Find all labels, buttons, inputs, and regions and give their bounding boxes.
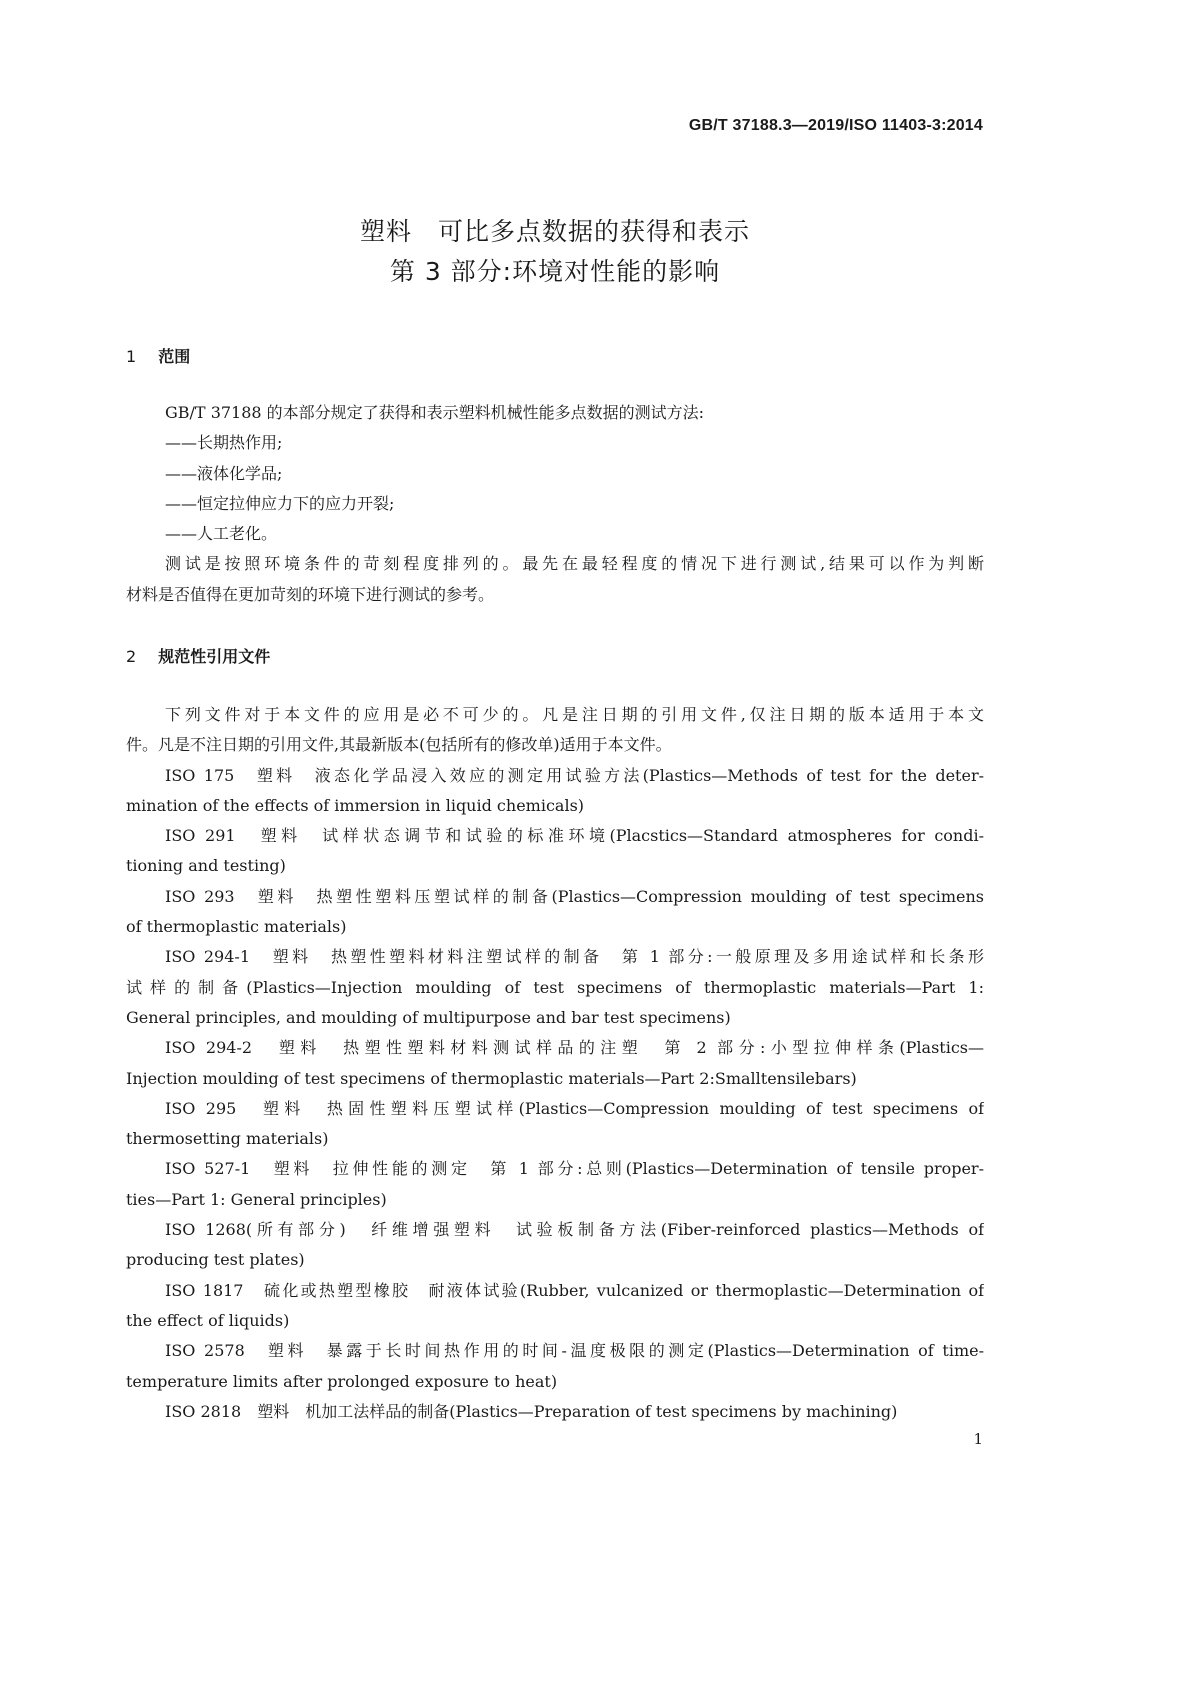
text-line: 件。凡是不注日期的引用文件,其最新版本(包括所有的修改单)适用于本文件。 xyxy=(126,735,672,755)
section-2-heading xyxy=(126,644,270,667)
text-line: 材料是否值得在更加苛刻的环境下进行测试的参考。 xyxy=(126,584,495,604)
text-line: ISO 294-2 塑料 热塑性塑料材料测试样品的注塑 第 2 部分:小型拉伸样条(Plastics— xyxy=(165,1038,984,1058)
text-line: GB/T 37188 的本部分规定了获得和表示塑料机械性能多点数据的测试方法: xyxy=(165,403,705,422)
text-line: ——人工老化。 xyxy=(165,524,278,544)
section-1-heading xyxy=(126,344,190,367)
text-line: producing test plates) xyxy=(126,1250,305,1270)
text-line: mination of the effects of immersion in liquid chemicals) xyxy=(126,795,585,815)
section-2-body xyxy=(126,700,984,1427)
text-line: temperature limits after prolonged exposure to heat) xyxy=(126,1371,558,1391)
text-line: ISO 293 塑料 热塑性塑料压塑试样的制备(Plastics—Compression moulding of test specimens xyxy=(165,886,984,906)
text-line: General principles, and moulding of multipurpose and bar test specimens) xyxy=(126,1007,731,1027)
title-line-2: 第 3 部分:环境对性能的影响 xyxy=(389,257,721,286)
text-line: Injection moulding of test specimens of thermoplastic materials—Part 2:Smalltensilebars) xyxy=(126,1068,857,1088)
text-line: ISO 2818 塑料 机加工法样品的制备(Plastics—Preparation of test specimens by machining) xyxy=(165,1401,898,1421)
text-line: 下列文件对于本文件的应用是必不可少的。凡是注日期的引用文件,仅注日期的版本适用于本文 xyxy=(165,705,984,724)
standard-number-header: GB/T 37188.3—2019/ISO 11403-3:2014 xyxy=(688,117,983,134)
text-line: ties—Part 1: General principles) xyxy=(126,1189,387,1209)
text-line: of thermoplastic materials) xyxy=(126,917,347,937)
text-line: thermosetting materials) xyxy=(126,1129,329,1149)
text-line: ISO 294-1 塑料 热塑性塑料材料注塑试样的制备 第 1 部分:一般原理及多用途试样和长条形 xyxy=(165,947,984,967)
page-number: 1 xyxy=(973,1430,983,1448)
text-line: 试样的制备(Plastics—Injection moulding of test specimens of thermoplastic materials—Part 1: xyxy=(126,977,984,997)
text-line: ISO 295 塑料 热固性塑料压塑试样(Plastics—Compression moulding of test specimens of xyxy=(165,1098,984,1118)
title-line-1: 塑料 可比多点数据的获得和表示 xyxy=(359,217,750,246)
text-line: ——恒定拉伸应力下的应力开裂; xyxy=(165,493,395,513)
section-number: 1 xyxy=(126,347,137,366)
text-line: ISO 2578 塑料 暴露于长时间热作用的时间-温度极限的测定(Plastics—Determination of time- xyxy=(165,1341,984,1361)
text-line: ISO 175 塑料 液态化学品浸入效应的测定用试验方法(Plastics—Methods of test for the deter- xyxy=(165,765,984,785)
text-line: tioning and testing) xyxy=(126,856,286,876)
text-line: ISO 291 塑料 试样状态调节和试验的标准环境(Placstics—Standard atmospheres for condi- xyxy=(165,826,984,846)
text-line: 测试是按照环境条件的苛刻程度排列的。最先在最轻程度的情况下进行测试,结果可以作为判断 xyxy=(165,554,984,574)
text-line: ISO 527-1 塑料 拉伸性能的测定 第 1 部分:总则(Plastics—Determination of tensile proper- xyxy=(165,1159,984,1179)
section-title: 规范性引用文件 xyxy=(158,647,271,666)
section-1-body xyxy=(126,398,984,610)
text-line: ISO 1817 硫化或热塑型橡胶 耐液体试验(Rubber, vulcanized or thermoplastic—Determination of xyxy=(165,1280,984,1300)
text-line: ——液体化学品; xyxy=(165,463,283,483)
section-title: 范围 xyxy=(158,347,191,366)
section-number: 2 xyxy=(126,647,137,666)
text-line: ISO 1268(所有部分) 纤维增强塑料 试验板制备方法(Fiber-reinforced plastics—Methods of xyxy=(165,1220,984,1240)
text-line: ——长期热作用; xyxy=(165,433,283,453)
text-line: the effect of liquids) xyxy=(126,1310,290,1330)
